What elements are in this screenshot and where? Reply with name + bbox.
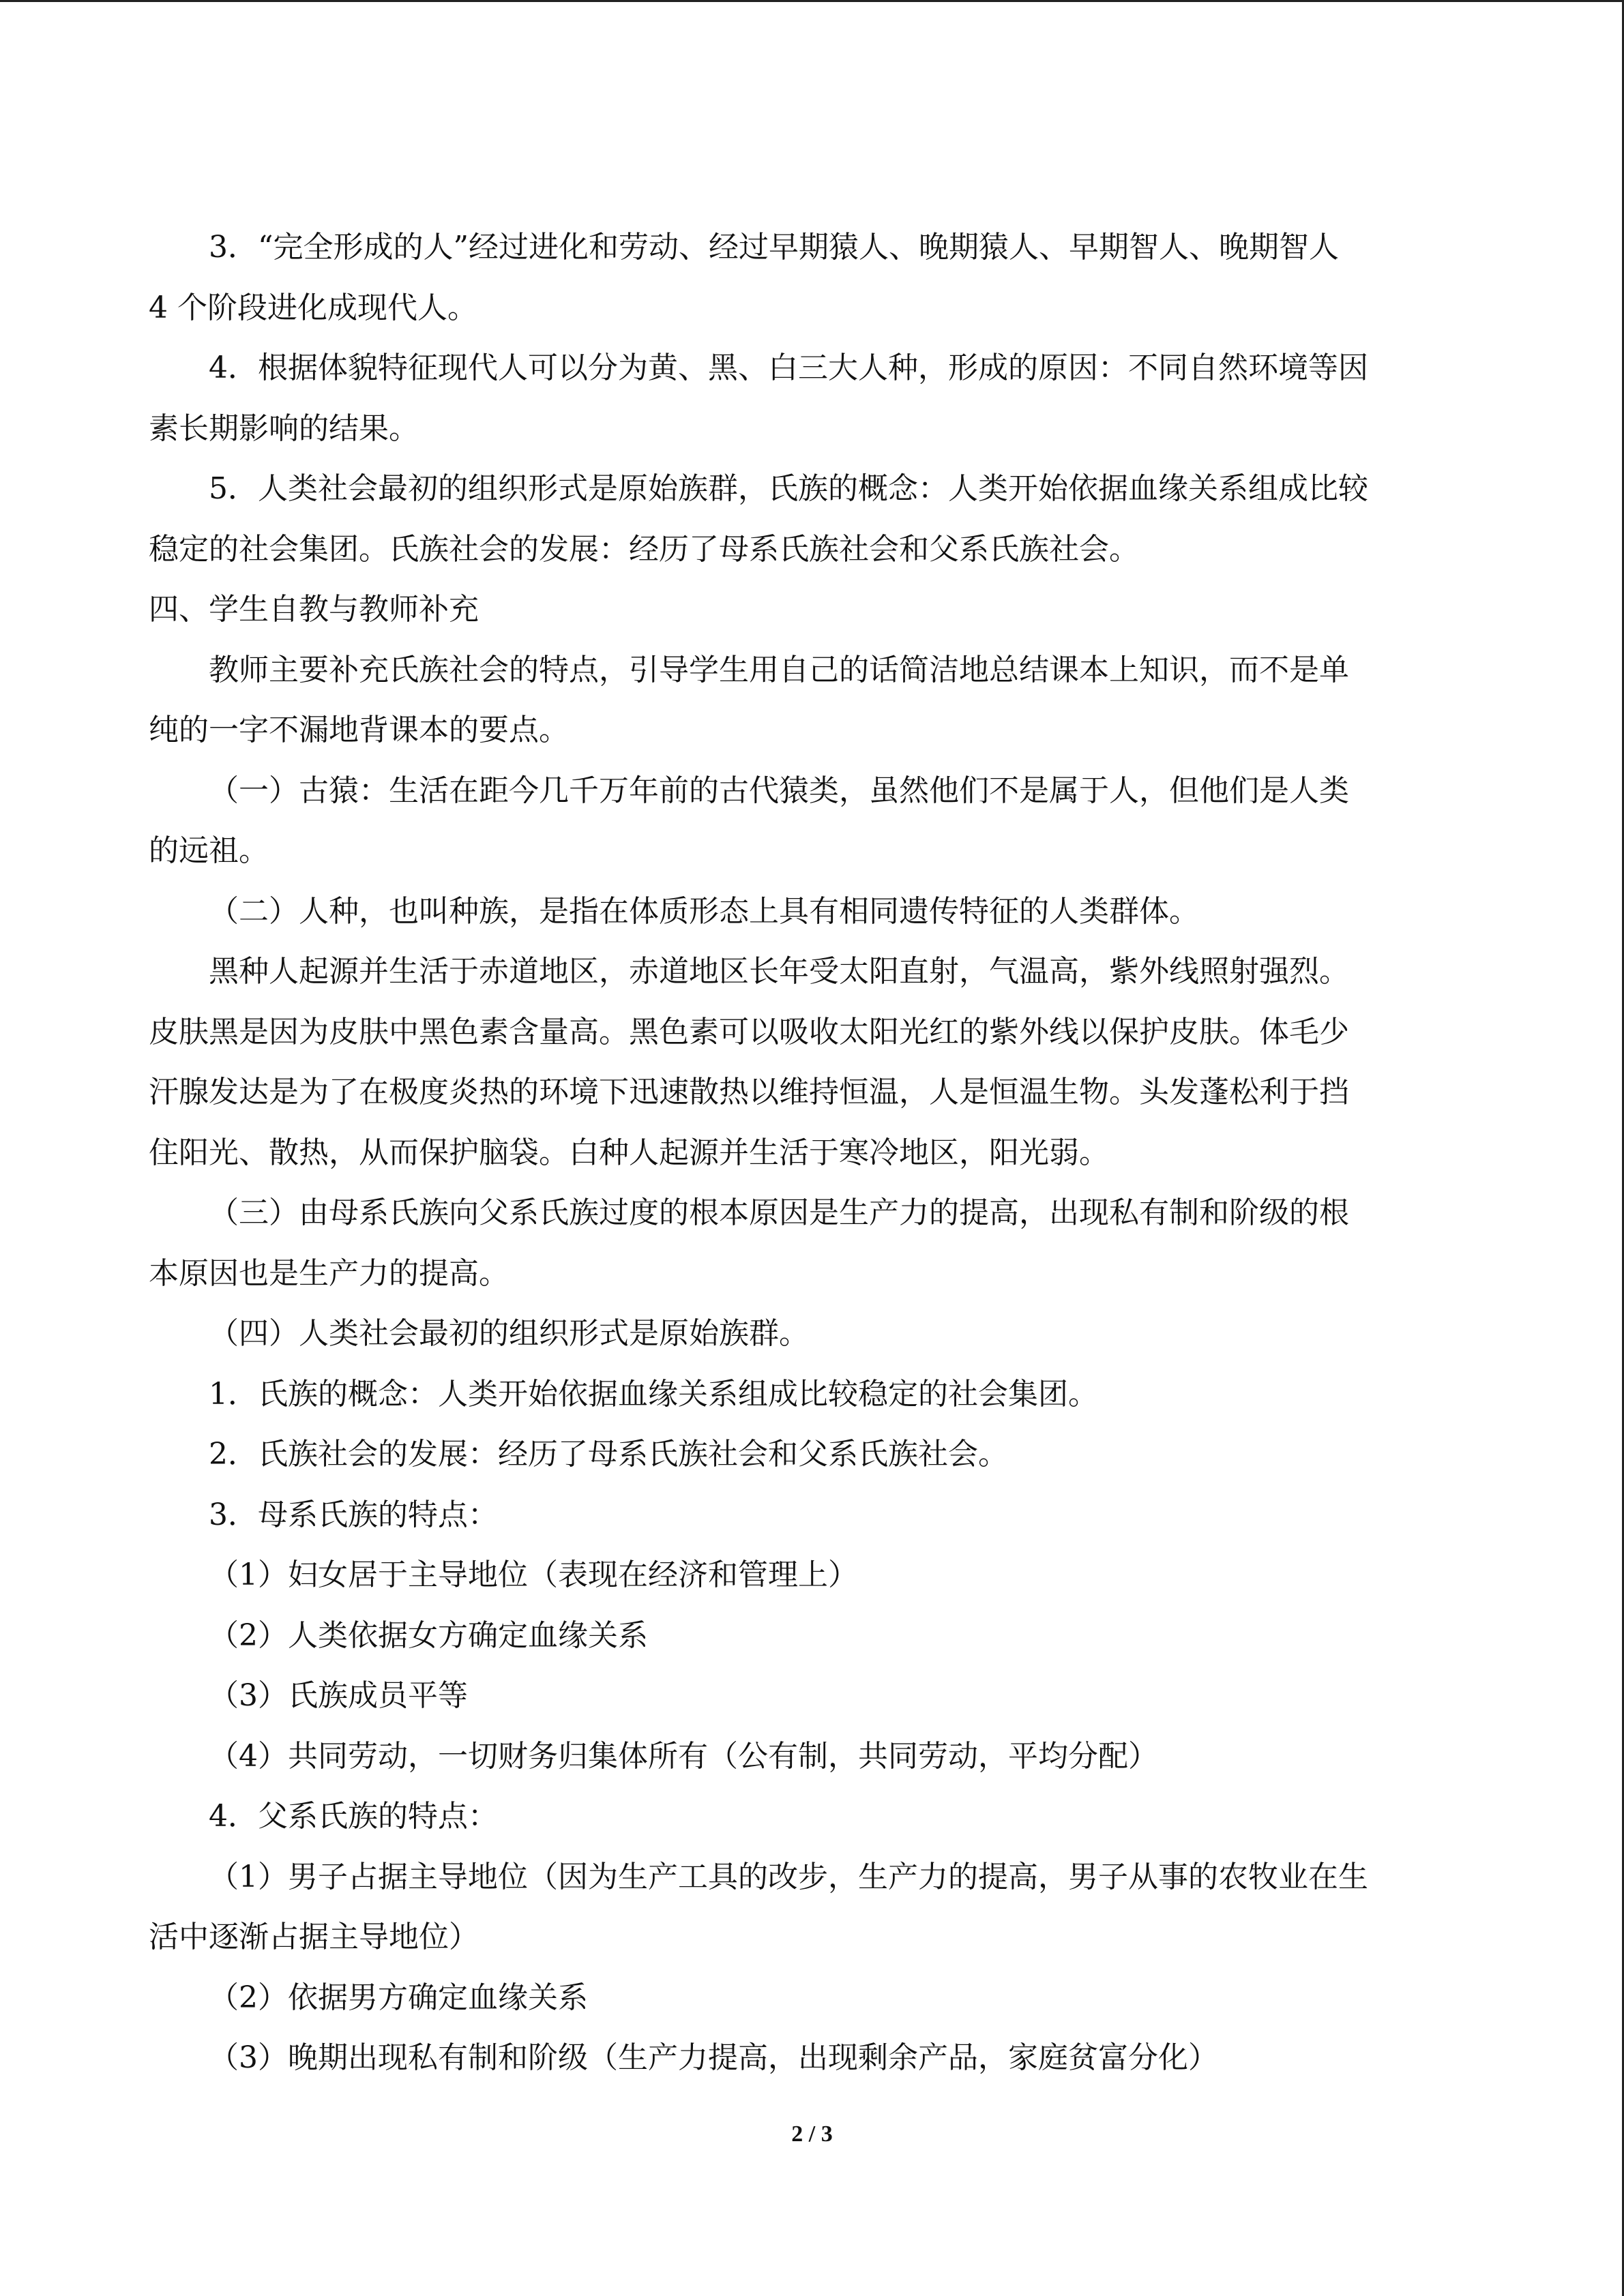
list-item: （3）晚期出现私有制和阶级（生产力提高，出现剩余产品，家庭贫富分化） <box>209 2040 1218 2075</box>
section-heading: 四、学生自教与教师补充 <box>149 592 479 627</box>
paragraph-line: （一）古猿：生活在距今几千万年前的古代猿类，虽然他们不是属于人，但他们是人类 <box>209 773 1349 808</box>
paragraph-line: 活中逐渐占据主导地位） <box>149 1920 479 1954</box>
list-item: （1）妇女居于主导地位（表现在经济和管理上） <box>209 1557 858 1592</box>
list-item: 4．父系氏族的特点： <box>209 1799 498 1834</box>
paragraph-line: 4．根据体貌特征现代人可以分为黄、黑、白三大人种，形成的原因：不同自然环境等因 <box>209 351 1368 385</box>
list-item: 3．母系氏族的特点： <box>209 1497 498 1532</box>
paragraph-line: 4 个阶段进化成现代人。 <box>149 290 477 325</box>
paragraph-line: 的远祖。 <box>149 833 269 868</box>
paragraph-line: 素长期影响的结果。 <box>149 411 419 446</box>
paragraph-line: 3．“完全形成的人”经过进化和劳动、经过早期猿人、晚期猿人、早期智人、晚期智人 <box>209 230 1339 265</box>
paragraph-line: 皮肤黑是因为皮肤中黑色素含量高。黑色素可以吸收太阳光红的紫外线以保护皮肤。体毛少 <box>149 1014 1349 1049</box>
paragraph-line: 汗腺发达是为了在极度炎热的环境下迅速散热以维持恒温，人是恒温生物。头发蓬松利于挡 <box>149 1075 1349 1109</box>
list-item: 2．氏族社会的发展：经历了母系氏族社会和父系氏族社会。 <box>209 1437 1008 1472</box>
paragraph-line: （二）人种，也叫种族，是指在体质形态上具有相同遗传特征的人类群体。 <box>209 893 1199 929</box>
paragraph-line: 稳定的社会集团。氏族社会的发展：经历了母系氏族社会和父系氏族社会。 <box>149 531 1139 567</box>
paragraph-line: 黑种人起源并生活于赤道地区，赤道地区长年受太阳直射，气温高，紫外线照射强烈。 <box>209 954 1349 989</box>
paragraph-line: 住阳光、散热，从而保护脑袋。白种人起源并生活于寒冷地区，阳光弱。 <box>149 1135 1109 1170</box>
paragraph-line: 5．人类社会最初的组织形式是原始族群，氏族的概念：人类开始依据血缘关系组成比较 <box>209 471 1368 506</box>
paragraph-line: 教师主要补充氏族社会的特点，引导学生用自己的话简洁地总结课本上知识，而不是单 <box>209 652 1349 687</box>
list-item: （2）人类依据女方确定血缘关系 <box>209 1617 648 1653</box>
page-number: 2 / 3 <box>791 2121 833 2147</box>
paragraph-line: 纯的一字不漏地背课本的要点。 <box>149 713 569 747</box>
list-item: （4）共同劳动，一切财务归集体所有（公有制，共同劳动，平均分配） <box>209 1738 1158 1774</box>
list-item: （2）依据男方确定血缘关系 <box>209 1980 588 2015</box>
list-item: （3）氏族成员平等 <box>209 1678 468 1713</box>
list-item: 1．氏族的概念：人类开始依据血缘关系组成比较稳定的社会集团。 <box>209 1376 1098 1412</box>
paragraph-line: （三）由母系氏族向父系氏族过度的根本原因是生产力的提高，出现私有制和阶级的根 <box>209 1195 1349 1230</box>
paragraph-line: 本原因也是生产力的提高。 <box>149 1255 509 1291</box>
list-item: （1）男子占据主导地位（因为生产工具的改步，生产力的提高，男子从事的农牧业在生 <box>209 1859 1368 1894</box>
paragraph-line: （四）人类社会最初的组织形式是原始族群。 <box>209 1316 809 1351</box>
page-body <box>149 218 1475 2089</box>
